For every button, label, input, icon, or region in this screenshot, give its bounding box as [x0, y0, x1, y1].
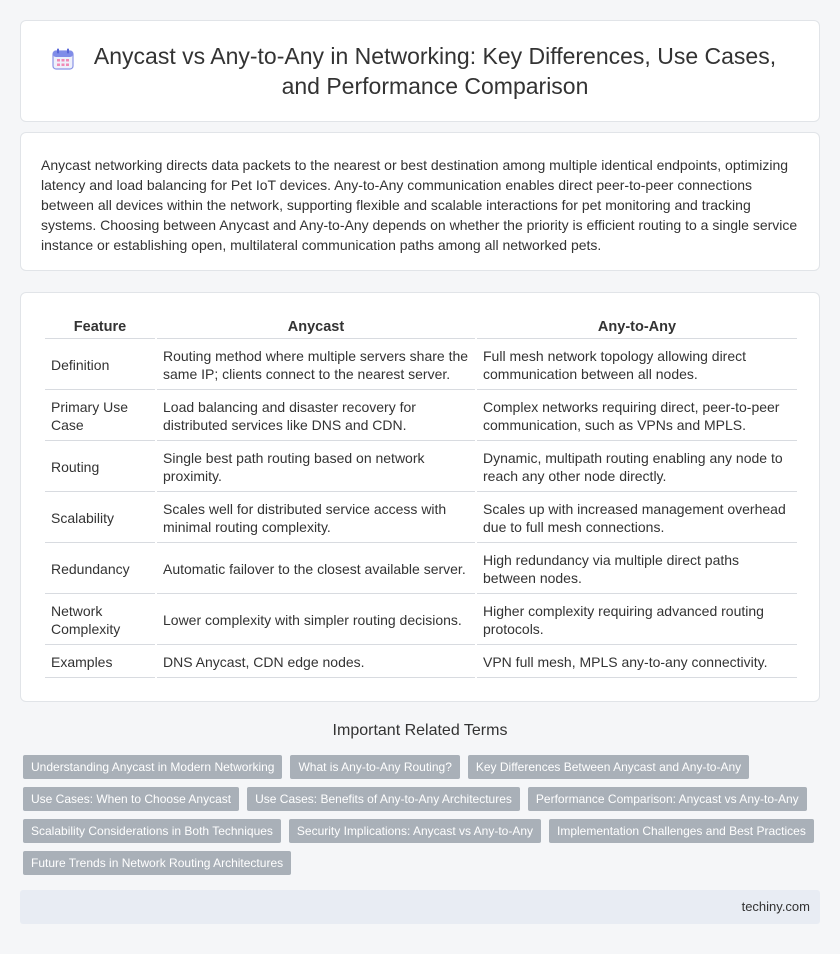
- row-anycast: Load balancing and disaster recovery for distributed services like DNS and CDN.: [157, 392, 475, 441]
- intro-paragraph: Anycast networking directs data packets to the nearest or best destination among multiple identical endpoints, optimizing latency and load balancing for Pet IoT devices. Any-to-Any communication enables direct peer-to-peer connections between all devices within the network, supporting flexible and scalable interactions for pet monitoring and tracking systems. Choosing between Anycast and Any-to-Any depends on whether the priority is efficient routing to a single service instance or establishing open, multilateral communication paths among all networked pets.: [41, 157, 798, 253]
- related-term-tag[interactable]: Use Cases: When to Choose Anycast: [23, 787, 239, 811]
- table-row: [45, 647, 797, 678]
- row-any-to-any: High redundancy via multiple direct paths between nodes.: [477, 545, 797, 594]
- table-row: [45, 545, 797, 594]
- table-row: [45, 341, 797, 390]
- related-term-tag[interactable]: Performance Comparison: Anycast vs Any-to-Any: [528, 787, 807, 811]
- row-feature: Primary Use Case: [45, 392, 155, 441]
- related-terms-list: [23, 755, 823, 883]
- row-anycast: DNS Anycast, CDN edge nodes.: [157, 647, 475, 678]
- related-term-tag[interactable]: Security Implications: Anycast vs Any-to-Any: [289, 819, 541, 843]
- table-row: [45, 443, 797, 492]
- row-any-to-any: Higher complexity requiring advanced routing protocols.: [477, 596, 797, 645]
- row-any-to-any: Complex networks requiring direct, peer-to-peer communication, such as VPNs and MPLS.: [477, 392, 797, 441]
- related-term-tag[interactable]: Key Differences Between Anycast and Any-to-Any: [468, 755, 749, 779]
- row-anycast: Routing method where multiple servers share the same IP; clients connect to the nearest server.: [157, 341, 475, 390]
- row-feature: Routing: [45, 443, 155, 492]
- related-term-tag[interactable]: Implementation Challenges and Best Practices: [549, 819, 814, 843]
- footer: [20, 890, 820, 924]
- table-row: [45, 596, 797, 645]
- row-anycast: Single best path routing based on network proximity.: [157, 443, 475, 492]
- header-feature: Feature: [45, 315, 155, 339]
- table-row: [45, 494, 797, 543]
- row-feature: Redundancy: [45, 545, 155, 594]
- table-row: [45, 392, 797, 441]
- row-any-to-any: Dynamic, multipath routing enabling any node to reach any other node directly.: [477, 443, 797, 492]
- row-feature: Network Complexity: [45, 596, 155, 645]
- row-feature: Scalability: [45, 494, 155, 543]
- header-any-to-any: Any-to-Any: [477, 315, 797, 339]
- page-title: Anycast vs Any-to-Any in Networking: Key Differences, Use Cases, and Performance Comparison: [93, 43, 777, 99]
- row-feature: Definition: [45, 341, 155, 390]
- row-anycast: Scales well for distributed service access with minimal routing complexity.: [157, 494, 475, 543]
- comparison-table: [43, 313, 799, 680]
- header-anycast: Anycast: [157, 315, 475, 339]
- table-header-row: [45, 315, 797, 339]
- header-card: [20, 20, 820, 122]
- comparison-table-card: [20, 292, 820, 702]
- related-term-tag[interactable]: Scalability Considerations in Both Techniques: [23, 819, 281, 843]
- related-term-tag[interactable]: Future Trends in Network Routing Architectures: [23, 851, 291, 875]
- related-term-tag[interactable]: Understanding Anycast in Modern Networking: [23, 755, 282, 779]
- related-term-tag[interactable]: What is Any-to-Any Routing?: [290, 755, 459, 779]
- related-term-tag[interactable]: Use Cases: Benefits of Any-to-Any Architectures: [247, 787, 520, 811]
- related-terms-heading: Important Related Terms: [332, 722, 508, 739]
- row-feature: Examples: [45, 647, 155, 678]
- row-anycast: Lower complexity with simpler routing decisions.: [157, 596, 475, 645]
- row-any-to-any: Scales up with increased management overhead due to full mesh connections.: [477, 494, 797, 543]
- intro-card: [20, 132, 820, 271]
- footer-site-link[interactable]: techiny.com: [741, 899, 810, 914]
- row-anycast: Automatic failover to the closest available server.: [157, 545, 475, 594]
- row-any-to-any: VPN full mesh, MPLS any-to-any connectivity.: [477, 647, 797, 678]
- row-any-to-any: Full mesh network topology allowing direct communication between all nodes.: [477, 341, 797, 390]
